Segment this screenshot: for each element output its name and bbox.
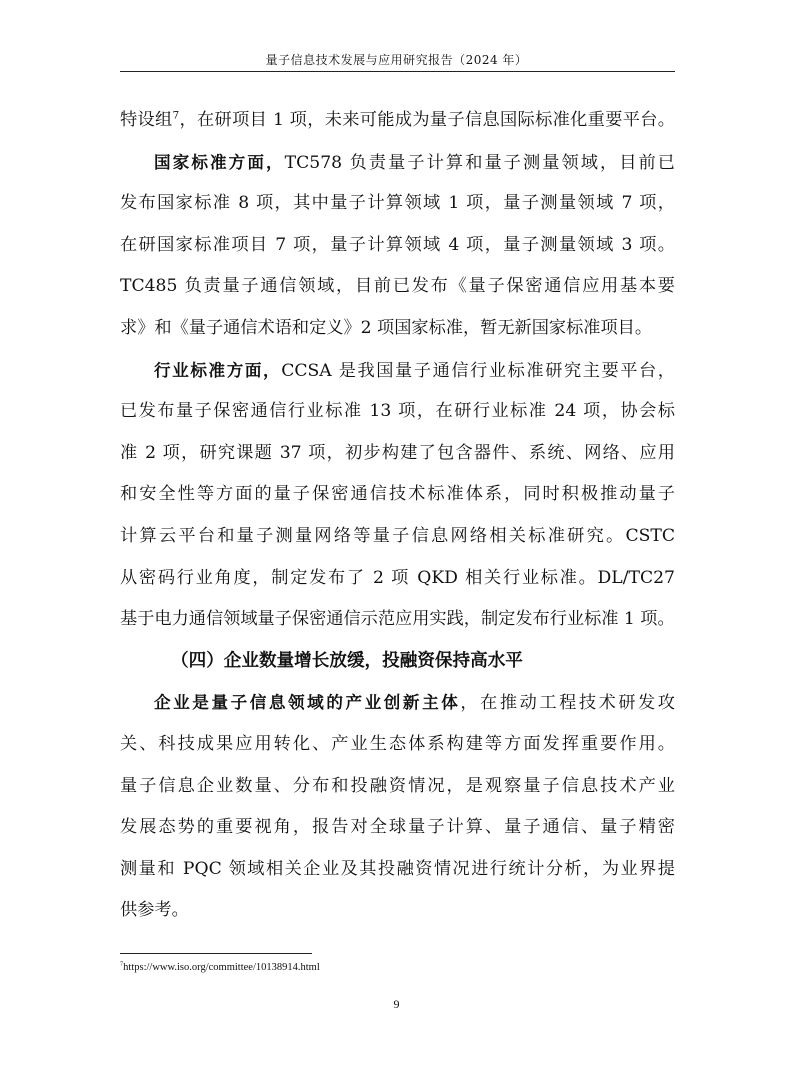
text-span: ，在研项目 1 项，未来可能成为量子信息国际标准化重要平台。 bbox=[179, 110, 675, 130]
body-line: 准 2 项，研究课题 37 项，初步构建了包含器件、系统、网络、应用 bbox=[120, 442, 675, 463]
body-line bbox=[120, 100, 675, 142]
footnote-ref[interactable]: 7 bbox=[172, 109, 180, 122]
body-text bbox=[120, 100, 675, 932]
footnote-rule bbox=[120, 953, 312, 954]
page-number: 9 bbox=[393, 997, 400, 1011]
footnote-marker: 7 bbox=[120, 960, 124, 968]
body-line bbox=[120, 142, 675, 184]
body-line: 计算云平台和量子测量网络等量子信息网络相关标准研究。CSTC bbox=[120, 525, 675, 546]
body-line: 测量和 PQC 领域相关企业及其投融资情况进行统计分析，为业界提 bbox=[120, 858, 675, 879]
body-line: 求》和《量子通信术语和定义》2 项国家标准，暂无新国家标准项目。 bbox=[120, 317, 653, 338]
body-line: 和安全性等方面的量子保密通信技术标准体系，同时积极推动量子 bbox=[120, 484, 675, 505]
section-heading-text: （四）企业数量增长放缓，投融资保持高水平 bbox=[171, 650, 523, 671]
body-line bbox=[120, 682, 675, 724]
body-line: 在研国家标准项目 7 项，量子计算领域 4 项，量子测量领域 3 项。 bbox=[120, 234, 675, 255]
body-line: TC485 负责量子通信领域，目前已发布《量子保密通信应用基本要 bbox=[120, 276, 675, 297]
footnote-link[interactable]: https://www.iso.org/committee/10138914.html bbox=[123, 962, 320, 973]
body-line: 关、科技成果应用转化、产业生态体系构建等方面发挥重要作用。 bbox=[120, 733, 675, 754]
industry-standards-label: 行业标准方面， bbox=[154, 360, 282, 380]
section-heading bbox=[120, 641, 675, 683]
footnote bbox=[120, 961, 320, 975]
text-span: TC578 负责量子计算和量子测量领域，目前已 bbox=[284, 152, 675, 173]
header-rule bbox=[120, 71, 675, 72]
text-span: 特设组 bbox=[120, 110, 173, 130]
body-line: 从密码行业角度，制定发布了 2 项 QKD 相关行业标准。DL/TC27 bbox=[120, 567, 675, 588]
national-standards-label: 国家标准方面， bbox=[154, 152, 285, 172]
body-line: 供参考。 bbox=[120, 900, 189, 921]
enterprise-label: 企业是量子信息领域的产业创新主体 bbox=[154, 693, 461, 713]
running-header: 量子信息技术发展与应用研究报告（2024 年） bbox=[265, 53, 528, 67]
body-line: 已发布量子保密通信行业标准 13 项，在研行业标准 24 项，协会标 bbox=[120, 401, 675, 422]
text-span: CCSA 是我国量子通信行业标准研究主要平台， bbox=[281, 360, 675, 381]
body-line: 发展态势的重要视角，报告对全球量子计算、量子通信、量子精密 bbox=[120, 817, 675, 838]
text-span: ，在推动工程技术研发攻 bbox=[460, 693, 675, 714]
body-line: 基于电力通信领域量子保密通信示范应用实践，制定发布行业标准 1 项。 bbox=[120, 609, 675, 630]
body-line bbox=[120, 350, 675, 392]
body-line: 发布国家标准 8 项，其中量子计算领域 1 项，量子测量领域 7 项， bbox=[120, 193, 675, 214]
body-line: 量子信息企业数量、分布和投融资情况，是观察量子信息技术产业 bbox=[120, 775, 675, 796]
